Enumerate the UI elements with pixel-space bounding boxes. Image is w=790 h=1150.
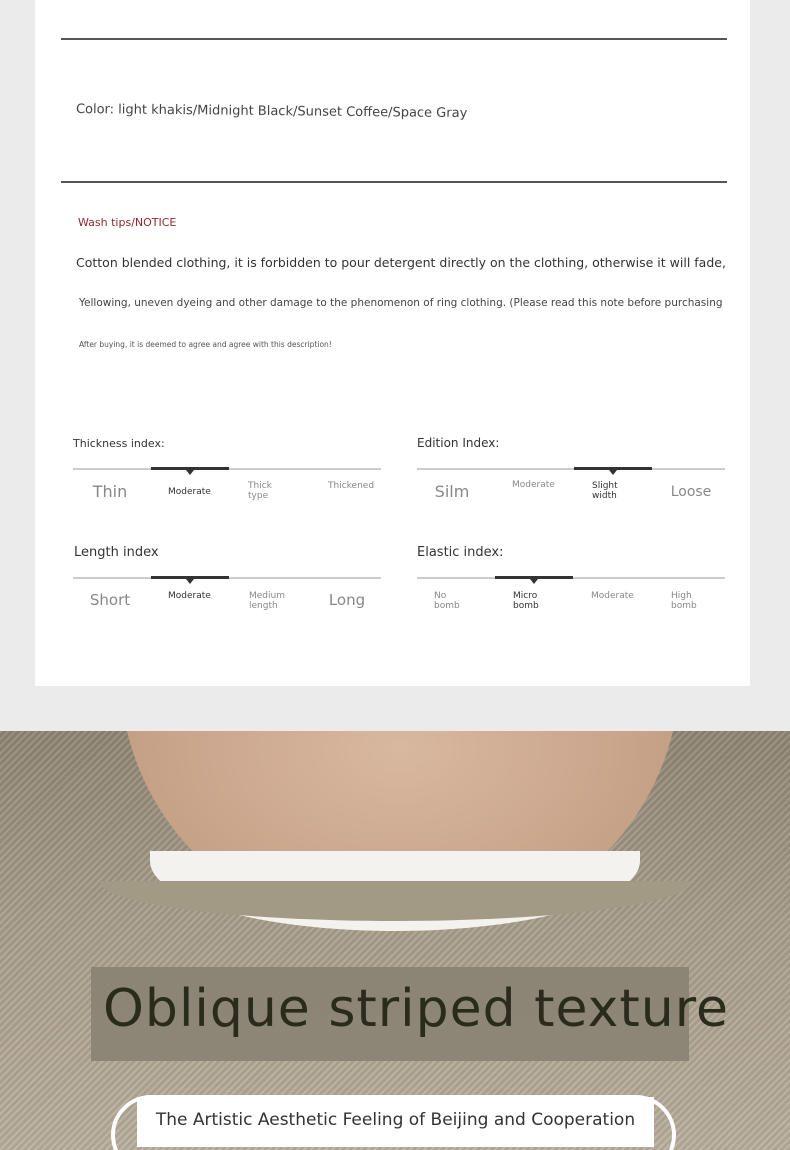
fabric-texture-photo — [0, 731, 790, 1150]
elastic-option-4: High bomb — [671, 591, 697, 611]
length-option-1: Short — [89, 591, 131, 609]
edition-option-3: Slight width — [592, 481, 618, 501]
elastic-index-title: Elastic index: — [417, 545, 504, 560]
length-scale — [73, 577, 381, 637]
divider-middle — [61, 181, 727, 183]
length-option-3: Medium length — [249, 591, 285, 611]
elastic-option-3: Moderate — [591, 591, 634, 601]
elastic-option-2: Micro bomb — [513, 591, 539, 611]
thickness-scale — [73, 468, 381, 528]
elastic-option-1: No bomb — [434, 591, 460, 611]
length-option-2: Moderate — [168, 591, 211, 601]
subline-text: The Artistic Aesthetic Feeling of Beijing and Cooperation — [155, 1110, 636, 1130]
subline-box — [137, 1097, 654, 1147]
thickness-option-4: Thickened — [328, 481, 375, 491]
wash-notice-line-2: Yellowing, uneven dyeing and other damage to the phenomenon of ring clothing. (Please read this note before purchasing — [79, 297, 723, 309]
edition-option-2: Moderate — [512, 480, 555, 490]
divider-top — [61, 38, 727, 40]
edition-scale — [417, 468, 725, 528]
thickness-option-1: Thin — [92, 482, 128, 501]
headline-text: Oblique striped texture — [103, 979, 729, 1039]
headline-banner — [91, 967, 729, 1061]
thickness-option-2: Moderate — [168, 487, 211, 497]
length-option-4: Long — [328, 591, 366, 609]
edition-option-4: Loose — [670, 484, 712, 500]
thickness-option-3: Thick type — [248, 481, 272, 501]
color-options-text: Color: light khakis/Midnight Black/Sunset Coffee/Space Gray — [75, 102, 468, 122]
thickness-index-title: Thickness index: — [73, 437, 165, 450]
sweater-neckline — [100, 881, 690, 921]
scale-pointer-icon — [530, 579, 538, 584]
scale-track — [417, 468, 725, 470]
wash-notice-line-1: Cotton blended clothing, it is forbidden to pour detergent directly on the clothing, otherwise it will fade, — [76, 255, 726, 270]
edition-index-title: Edition Index: — [417, 436, 500, 450]
elastic-scale — [417, 577, 725, 637]
scale-pointer-icon — [186, 579, 194, 584]
edition-option-1: Silm — [434, 482, 470, 501]
scale-pointer-icon — [609, 470, 617, 475]
wash-notice-line-3: After buying, it is deemed to agree and agree with this description! — [79, 340, 332, 349]
wash-notice-title: Wash tips/NOTICE — [78, 216, 177, 229]
length-index-title: Length index — [74, 545, 159, 560]
scale-pointer-icon — [186, 470, 194, 475]
